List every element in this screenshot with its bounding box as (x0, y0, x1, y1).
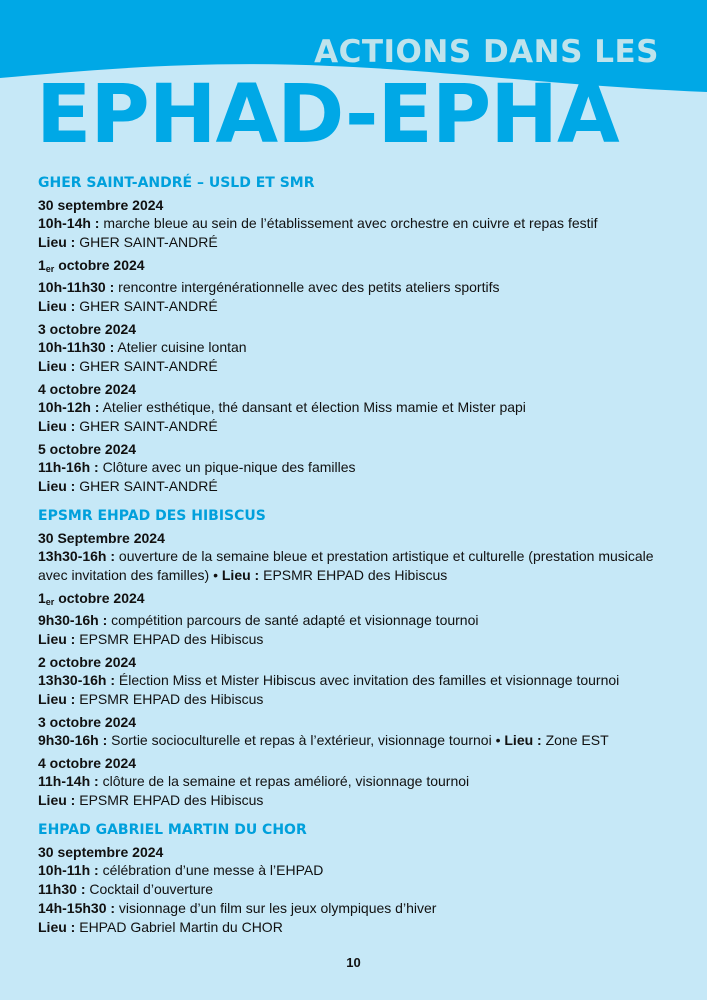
event-date: 30 septembre 2024 (38, 197, 164, 213)
page-number: 10 (346, 955, 361, 970)
event-text: ouverture de la semaine bleue et prestation artistique et culturelle (prestation musicale avec invitation des familles) • (38, 548, 654, 583)
event-text: Atelier cuisine lontan (114, 339, 247, 355)
event-label: Lieu : (221, 567, 260, 583)
event-entry (38, 529, 678, 585)
event-line (38, 458, 678, 477)
event-date (38, 256, 678, 278)
event-line (38, 630, 678, 649)
event-line (38, 772, 678, 791)
event-text: GHER SAINT-ANDRÉ (75, 298, 218, 314)
event-section (38, 821, 678, 937)
event-text: EPSMR EHPAD des Hibiscus (75, 691, 264, 707)
event-date: 5 octobre 2024 (38, 441, 137, 457)
event-text: EHPAD Gabriel Martin du CHOR (75, 919, 283, 935)
event-entry (38, 256, 678, 316)
event-label: 10h-11h30 : (38, 279, 115, 295)
section-title: EPSMR EHPAD DES HIBISCUS (38, 508, 266, 524)
event-label: 10h-14h : (38, 215, 100, 231)
event-text: EPSMR EHPAD des Hibiscus (75, 792, 264, 808)
event-label: 10h-11h30 : (38, 339, 115, 355)
date-month-year: octobre 2024 (54, 590, 145, 606)
event-text: compétition parcours de santé adapté et visionnage tournoi (107, 612, 479, 628)
event-line (38, 671, 678, 690)
event-label: 11h-14h : (38, 773, 99, 789)
event-line (38, 918, 678, 937)
event-section (38, 507, 678, 810)
date-ordinal: er (45, 264, 55, 274)
event-entry (38, 440, 678, 496)
section-title: GHER SAINT-ANDRÉ – USLD ET SMR (38, 175, 315, 191)
event-label: Lieu : (38, 919, 76, 935)
event-label: 11h30 : (38, 881, 86, 897)
event-line (38, 690, 678, 709)
event-label: Lieu : (38, 418, 76, 434)
date-ordinal: er (45, 597, 55, 607)
event-label: Lieu : (38, 691, 76, 707)
event-entry (38, 843, 678, 937)
event-text: Cocktail d’ouverture (85, 881, 214, 897)
event-text: Clôture avec un pique-nique des familles (98, 459, 356, 475)
event-line (38, 731, 678, 750)
event-text: visionnage d’un film sur les jeux olympiques d’hiver (115, 900, 437, 916)
event-text: EPSMR EHPAD des Hibiscus (259, 567, 448, 583)
event-line (38, 233, 678, 252)
event-date: 30 septembre 2024 (38, 844, 164, 860)
event-line (38, 880, 678, 899)
event-date: 2 octobre 2024 (38, 654, 137, 670)
event-text: Élection Miss et Mister Hibiscus avec invitation des familles et visionnage tournoi (115, 672, 620, 688)
event-text: Sortie socioculturelle et repas à l’extérieur, visionnage tournoi • (107, 732, 505, 748)
event-label: Lieu : (38, 234, 76, 250)
event-text: EPSMR EHPAD des Hibiscus (75, 631, 264, 647)
event-entry (38, 653, 678, 709)
event-text: clôture de la semaine et repas amélioré, visionnage tournoi (98, 773, 470, 789)
date-day: 1 (38, 590, 46, 606)
event-text: GHER SAINT-ANDRÉ (75, 358, 218, 374)
header-title-top: ACTIONS DANS LES (314, 34, 659, 70)
event-text: marche bleue au sein de l’établissement avec orchestre en cuivre et repas festif (99, 215, 598, 231)
event-text: Zone EST (541, 732, 609, 748)
event-text: rencontre intergénérationnelle avec des petits ateliers sportifs (114, 279, 500, 295)
header-title-main: EPHAD-EPHA (36, 68, 619, 162)
event-entry (38, 713, 678, 750)
event-label: 9h30-16h : (38, 612, 108, 628)
event-text: GHER SAINT-ANDRÉ (75, 478, 218, 494)
event-line (38, 791, 678, 810)
event-label: 10h-11h : (38, 862, 99, 878)
event-label: Lieu : (38, 298, 76, 314)
event-label: Lieu : (38, 478, 76, 494)
event-line (38, 357, 678, 376)
event-line (38, 278, 678, 297)
event-label: Lieu : (38, 631, 76, 647)
event-line (38, 297, 678, 316)
event-line (38, 214, 678, 233)
date-day: 1 (38, 257, 46, 273)
event-label: 13h30-16h : (38, 672, 116, 688)
event-date: 30 Septembre 2024 (38, 530, 165, 546)
event-line (38, 338, 678, 357)
events-content (38, 174, 678, 948)
event-label: 10h-12h : (38, 399, 100, 415)
section-title: EHPAD GABRIEL MARTIN DU CHOR (38, 822, 307, 838)
event-text: GHER SAINT-ANDRÉ (75, 234, 218, 250)
event-label: Lieu : (38, 792, 76, 808)
event-date: 4 octobre 2024 (38, 381, 137, 397)
event-section (38, 174, 678, 496)
event-entry (38, 320, 678, 376)
event-line (38, 861, 678, 880)
event-entry (38, 589, 678, 649)
event-line (38, 547, 678, 585)
date-month-year: octobre 2024 (54, 257, 145, 273)
event-text: célébration d’une messe à l’EHPAD (98, 862, 324, 878)
event-label: Lieu : (504, 732, 542, 748)
event-date: 3 octobre 2024 (38, 714, 137, 730)
event-text: GHER SAINT-ANDRÉ (75, 418, 218, 434)
event-date: 4 octobre 2024 (38, 755, 137, 771)
event-label: Lieu : (38, 358, 76, 374)
event-label: 14h-15h30 : (38, 900, 116, 916)
event-line (38, 417, 678, 436)
event-entry (38, 196, 678, 252)
event-label: 13h30-16h : (38, 548, 116, 564)
event-text: Atelier esthétique, thé dansant et élection Miss mamie et Mister papi (99, 399, 526, 415)
event-line (38, 477, 678, 496)
event-line (38, 398, 678, 417)
event-date (38, 589, 678, 611)
event-line (38, 611, 678, 630)
event-label: 11h-16h : (38, 459, 99, 475)
event-label: 9h30-16h : (38, 732, 108, 748)
event-entry (38, 754, 678, 810)
event-entry (38, 380, 678, 436)
event-date: 3 octobre 2024 (38, 321, 137, 337)
event-line (38, 899, 678, 918)
